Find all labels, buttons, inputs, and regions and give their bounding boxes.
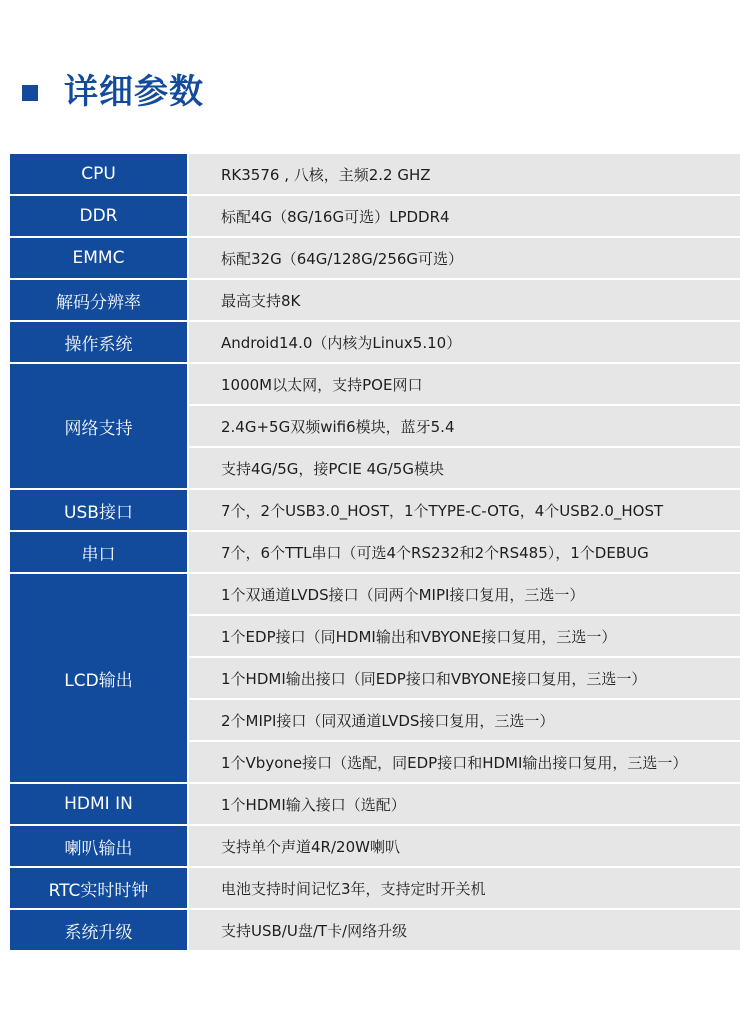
spec-values [189, 280, 740, 320]
spec-label: EMMC [10, 238, 187, 278]
spec-values [189, 238, 740, 278]
spec-value: 2个MIPI接口（同双通道LVDS接口复用，三选一） [189, 700, 740, 740]
spec-values [189, 910, 740, 950]
spec-row [10, 238, 740, 278]
spec-values [189, 868, 740, 908]
spec-values [189, 196, 740, 236]
spec-value: 2.4G+5G双频wifi6模块，蓝牙5.4 [189, 406, 740, 446]
spec-label: 解码分辨率 [10, 280, 187, 320]
spec-label: 喇叭输出 [10, 826, 187, 866]
spec-label: DDR [10, 196, 187, 236]
spec-values [189, 574, 740, 782]
spec-value: 1个HDMI输出接口（同EDP接口和VBYONE接口复用，三选一） [189, 658, 740, 698]
spec-label: 网络支持 [10, 364, 187, 488]
spec-row [10, 280, 740, 320]
spec-value: Android14.0（内核为Linux5.10） [189, 322, 740, 362]
spec-label: 操作系统 [10, 322, 187, 362]
spec-values [189, 784, 740, 824]
spec-value: 7个，6个TTL串口（可选4个RS232和2个RS485），1个DEBUG [189, 532, 740, 572]
spec-value: RK3576 , 八核，主频2.2 GHZ [189, 154, 740, 194]
spec-value: 最高支持8K [189, 280, 740, 320]
spec-row [10, 196, 740, 236]
spec-value: 1个HDMI输入接口（选配） [189, 784, 740, 824]
spec-values [189, 826, 740, 866]
spec-table [10, 154, 740, 952]
spec-label: LCD输出 [10, 574, 187, 782]
spec-row [10, 154, 740, 194]
spec-values [189, 154, 740, 194]
spec-label: RTC实时时钟 [10, 868, 187, 908]
spec-values [189, 490, 740, 530]
spec-label: 串口 [10, 532, 187, 572]
spec-value: 支持USB/U盘/T卡/网络升级 [189, 910, 740, 950]
spec-value: 标配4G（8G/16G可选）LPDDR4 [189, 196, 740, 236]
section-header [22, 66, 204, 110]
spec-value: 7个，2个USB3.0_HOST，1个TYPE-C-OTG，4个USB2.0_HOST [189, 490, 740, 530]
spec-value: 1个双通道LVDS接口（同两个MIPI接口复用，三选一） [189, 574, 740, 614]
spec-row [10, 868, 740, 908]
spec-row [10, 574, 740, 782]
spec-value: 1个EDP接口（同HDMI输出和VBYONE接口复用，三选一） [189, 616, 740, 656]
spec-value: 支持4G/5G，接PCIE 4G/5G模块 [189, 448, 740, 488]
spec-values [189, 532, 740, 572]
spec-label: CPU [10, 154, 187, 194]
spec-row [10, 364, 740, 488]
bullet-square-icon [22, 85, 38, 101]
spec-value: 1000M以太网，支持POE网口 [189, 364, 740, 404]
spec-values [189, 322, 740, 362]
spec-value: 标配32G（64G/128G/256G可选） [189, 238, 740, 278]
spec-row [10, 910, 740, 950]
spec-row [10, 784, 740, 824]
spec-value: 1个Vbyone接口（选配，同EDP接口和HDMI输出接口复用，三选一） [189, 742, 740, 782]
section-title: 详细参数 [64, 71, 204, 112]
spec-value: 电池支持时间记忆3年，支持定时开关机 [189, 868, 740, 908]
spec-row [10, 490, 740, 530]
spec-row [10, 826, 740, 866]
spec-row [10, 532, 740, 572]
spec-label: HDMI IN [10, 784, 187, 824]
spec-value: 支持单个声道4R/20W喇叭 [189, 826, 740, 866]
spec-label: USB接口 [10, 490, 187, 530]
spec-values [189, 364, 740, 488]
spec-row [10, 322, 740, 362]
spec-label: 系统升级 [10, 910, 187, 950]
